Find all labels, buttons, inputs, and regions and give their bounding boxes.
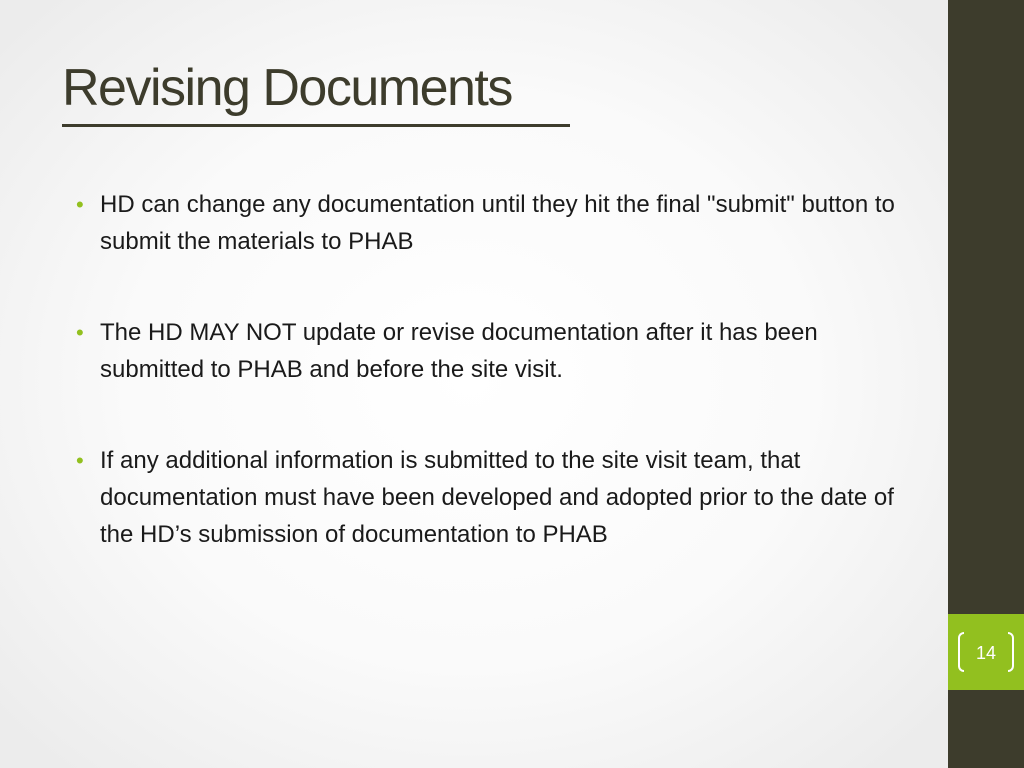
bullet-item bbox=[76, 186, 906, 260]
slide-title: Revising Documents bbox=[62, 59, 512, 117]
page-number-box bbox=[948, 614, 1024, 690]
page-number: 14 bbox=[975, 643, 997, 663]
bullet-list bbox=[76, 186, 906, 607]
bullet-icon: • bbox=[76, 448, 84, 473]
bullet-text: If any additional information is submitted to the site visit team, that documentation must have been developed and adopted prior to the date of the HD’s submission of documentation to PHAB bbox=[100, 447, 894, 548]
bullet-item bbox=[76, 442, 906, 553]
bullet-item bbox=[76, 314, 906, 388]
title-underline bbox=[62, 124, 570, 127]
bullet-text: The HD MAY NOT update or revise documentation after it has been submitted to PHAB and before the site visit. bbox=[100, 319, 818, 383]
bullet-text: HD can change any documentation until they hit the final "submit" button to submit the materials to PHAB bbox=[100, 191, 895, 255]
bullet-icon: • bbox=[76, 320, 84, 345]
bullet-icon: • bbox=[76, 192, 84, 217]
